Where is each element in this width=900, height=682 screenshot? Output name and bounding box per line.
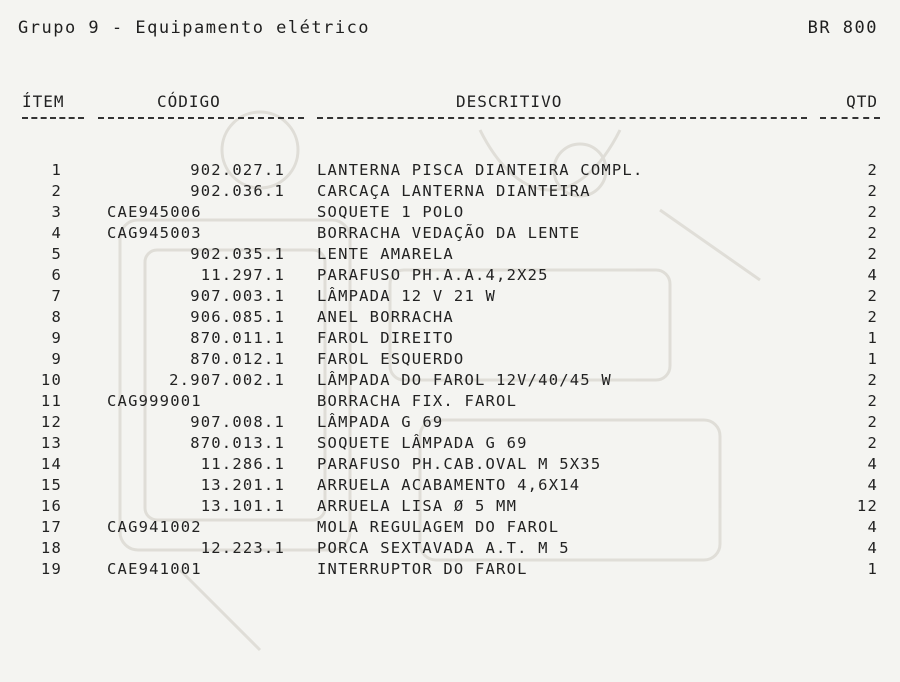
item-number: 8: [51, 308, 62, 326]
part-description: FAROL DIREITO: [317, 329, 454, 347]
part-code: 870.013.1: [190, 434, 285, 452]
item-number: 18: [40, 539, 62, 557]
part-quantity: 2: [867, 224, 878, 242]
item-number: 6: [51, 266, 62, 284]
item-number: 10: [40, 371, 62, 389]
column-header-qty: QTD: [846, 92, 878, 111]
part-code: 2.907.002.1: [169, 371, 285, 389]
header-rule-qty: [820, 117, 880, 119]
item-number: 7: [51, 287, 62, 305]
table-row: [0, 497, 900, 518]
item-number: 16: [40, 497, 62, 515]
part-quantity: 4: [867, 476, 878, 494]
item-number: 9: [51, 329, 62, 347]
part-description: INTERRUPTOR DO FAROL: [317, 560, 528, 578]
part-quantity: 2: [867, 413, 878, 431]
part-quantity: 2: [867, 161, 878, 179]
table-row: [0, 161, 900, 182]
part-code: 13.101.1: [200, 497, 285, 515]
table-row: [0, 308, 900, 329]
column-header-code: CÓDIGO: [157, 92, 221, 111]
part-code: 12.223.1: [200, 539, 285, 557]
item-number: 3: [51, 203, 62, 221]
table-row: [0, 350, 900, 371]
column-header-item: ÍTEM: [22, 92, 65, 111]
part-description: SOQUETE 1 POLO: [317, 203, 465, 221]
parts-table: [0, 161, 900, 581]
part-code: 907.003.1: [190, 287, 285, 305]
table-row: [0, 518, 900, 539]
part-quantity: 1: [867, 350, 878, 368]
item-number: 2: [51, 182, 62, 200]
table-row: [0, 455, 900, 476]
part-code: CAG945003: [107, 224, 202, 242]
part-quantity: 2: [867, 287, 878, 305]
part-code: CAG941002: [107, 518, 202, 536]
part-description: LENTE AMARELA: [317, 245, 454, 263]
part-quantity: 2: [867, 182, 878, 200]
table-row: [0, 182, 900, 203]
part-quantity: 1: [867, 560, 878, 578]
table-row: [0, 413, 900, 434]
item-number: 14: [40, 455, 62, 473]
part-code: 870.012.1: [190, 350, 285, 368]
item-number: 9: [51, 350, 62, 368]
table-row: [0, 266, 900, 287]
part-description: SOQUETE LÂMPADA G 69: [317, 434, 528, 452]
item-number: 15: [40, 476, 62, 494]
part-code: 870.011.1: [190, 329, 285, 347]
item-number: 1: [51, 161, 62, 179]
table-row: [0, 434, 900, 455]
part-description: ARRUELA LISA Ø 5 MM: [317, 497, 518, 515]
part-code: 11.297.1: [200, 266, 285, 284]
part-quantity: 4: [867, 518, 878, 536]
part-code: 11.286.1: [200, 455, 285, 473]
part-description: PARAFUSO PH.A.A.4,2X25: [317, 266, 549, 284]
part-description: LÂMPADA 12 V 21 W: [317, 287, 497, 305]
part-description: PARAFUSO PH.CAB.OVAL M 5X35: [317, 455, 602, 473]
part-description: PORCA SEXTAVADA A.T. M 5: [317, 539, 570, 557]
table-row: [0, 245, 900, 266]
header-rule-code: [98, 117, 304, 119]
part-code: 13.201.1: [200, 476, 285, 494]
model-label: BR 800: [807, 18, 878, 38]
part-quantity: 2: [867, 203, 878, 221]
part-description: FAROL ESQUERDO: [317, 350, 465, 368]
table-row: [0, 329, 900, 350]
part-code: 907.008.1: [190, 413, 285, 431]
header-rule-description: [317, 117, 807, 119]
part-code: 902.036.1: [190, 182, 285, 200]
part-code: CAE945006: [107, 203, 202, 221]
part-quantity: 4: [867, 539, 878, 557]
part-quantity: 4: [867, 455, 878, 473]
part-quantity: 2: [867, 308, 878, 326]
part-code: 906.085.1: [190, 308, 285, 326]
table-row: [0, 476, 900, 497]
table-row: [0, 560, 900, 581]
part-description: LÂMPADA DO FAROL 12V/40/45 W: [317, 371, 612, 389]
table-row: [0, 371, 900, 392]
item-number: 11: [40, 392, 62, 410]
part-description: LANTERNA PISCA DIANTEIRA COMPL.: [317, 161, 644, 179]
part-code: CAG999001: [107, 392, 202, 410]
table-row: [0, 203, 900, 224]
part-quantity: 2: [867, 434, 878, 452]
item-number: 19: [40, 560, 62, 578]
table-row: [0, 539, 900, 560]
part-description: BORRACHA FIX. FAROL: [317, 392, 518, 410]
part-description: MOLA REGULAGEM DO FAROL: [317, 518, 560, 536]
part-description: BORRACHA VEDAÇÃO DA LENTE: [317, 224, 581, 242]
part-description: ANEL BORRACHA: [317, 308, 454, 326]
part-quantity: 12: [856, 497, 878, 515]
item-number: 5: [51, 245, 62, 263]
part-quantity: 1: [867, 329, 878, 347]
part-description: LÂMPADA G 69: [317, 413, 444, 431]
part-quantity: 2: [867, 245, 878, 263]
part-code: CAE941001: [107, 560, 202, 578]
header-rule-item: [22, 117, 84, 119]
item-number: 13: [40, 434, 62, 452]
table-row: [0, 392, 900, 413]
part-code: 902.027.1: [190, 161, 285, 179]
table-row: [0, 287, 900, 308]
part-description: CARCAÇA LANTERNA DIANTEIRA: [317, 182, 591, 200]
table-row: [0, 224, 900, 245]
part-description: ARRUELA ACABAMENTO 4,6X14: [317, 476, 581, 494]
column-header-description: DESCRITIVO: [456, 92, 563, 111]
item-number: 4: [51, 224, 62, 242]
part-quantity: 4: [867, 266, 878, 284]
part-code: 902.035.1: [190, 245, 285, 263]
page-title: Grupo 9 - Equipamento elétrico: [18, 18, 371, 38]
item-number: 17: [40, 518, 62, 536]
item-number: 12: [40, 413, 62, 431]
part-quantity: 2: [867, 371, 878, 389]
part-quantity: 2: [867, 392, 878, 410]
